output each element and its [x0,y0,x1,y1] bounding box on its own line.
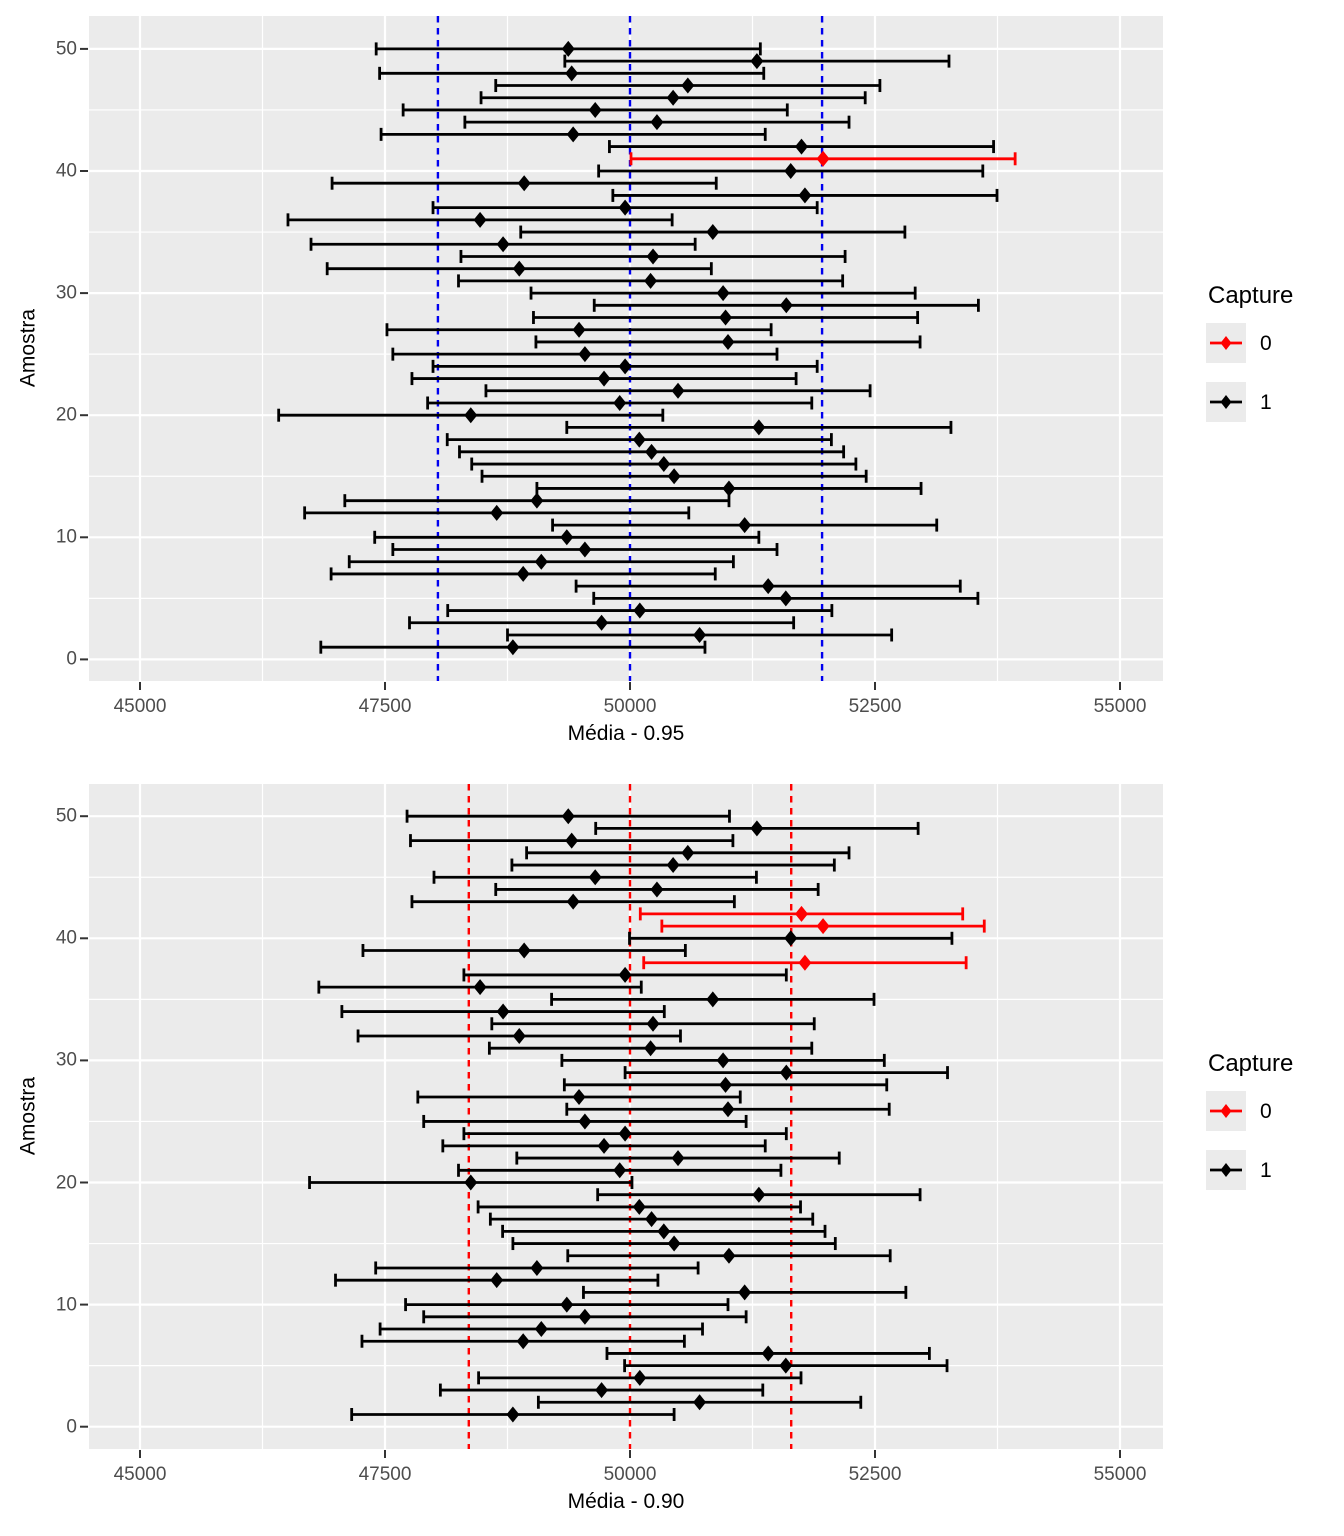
y-tick-label: 50 [55,38,77,60]
legend-title: Capture [1208,1050,1294,1077]
legend-item-capture-1 [1206,382,1344,422]
x-tick-label: 52500 [848,1464,902,1485]
legend-item-label: 0 [1260,331,1272,355]
errorbar-key-icon [1206,323,1246,363]
panel-bottom [80,784,1163,1458]
mean-point [1221,1104,1232,1118]
x-tick-label: 55000 [1093,1464,1147,1485]
x-axis-title-bottom: Média - 0.90 [567,1490,685,1513]
legend-bottom [1206,1051,1344,1209]
x-tick-label: 55000 [1093,696,1147,717]
panel-background [89,784,1163,1449]
y-tick-label: 10 [55,526,77,548]
y-axis-title-top: Amostra [16,308,40,388]
x-tick-label: 50000 [603,1464,657,1485]
x-tick-label: 45000 [113,1464,167,1485]
x-tick-label: 47500 [358,1464,412,1485]
y-tick-label: 0 [66,1416,77,1438]
y-tick-label: 0 [66,648,77,670]
y-axis-title-bottom: Amostra [16,1076,40,1156]
legend-item-capture-0 [1206,323,1344,363]
legend-title: Capture [1208,282,1294,309]
mean-point [1221,336,1232,350]
mean-point [1221,395,1232,409]
y-tick-label: 50 [55,805,77,827]
legend-top [1206,283,1344,441]
errorbar-key-icon [1206,1150,1246,1190]
y-tick-label: 40 [55,927,77,949]
mean-point [1221,1163,1232,1177]
legend-item-capture-0 [1206,1091,1344,1131]
errorbar-key-icon [1206,382,1246,422]
x-tick-label: 47500 [358,696,412,717]
legend-item-label: 1 [1260,1158,1272,1182]
x-tick-label: 50000 [603,696,657,717]
y-tick-label: 30 [55,1049,77,1071]
y-tick-label: 10 [55,1294,77,1316]
x-tick-label: 52500 [848,696,902,717]
x-tick-label: 45000 [113,696,167,717]
panel-top [80,16,1163,690]
y-tick-label: 40 [55,160,77,182]
legend-item-label: 0 [1260,1099,1272,1123]
legend-item-capture-1 [1206,1150,1344,1190]
legend-item-label: 1 [1260,390,1272,414]
y-tick-label: 20 [55,1172,77,1193]
x-axis-title-top: Média - 0.95 [567,722,685,745]
panel-background [89,16,1163,681]
y-tick-label: 20 [55,404,77,426]
errorbar-key-icon [1206,1091,1246,1131]
y-tick-label: 30 [55,282,77,304]
